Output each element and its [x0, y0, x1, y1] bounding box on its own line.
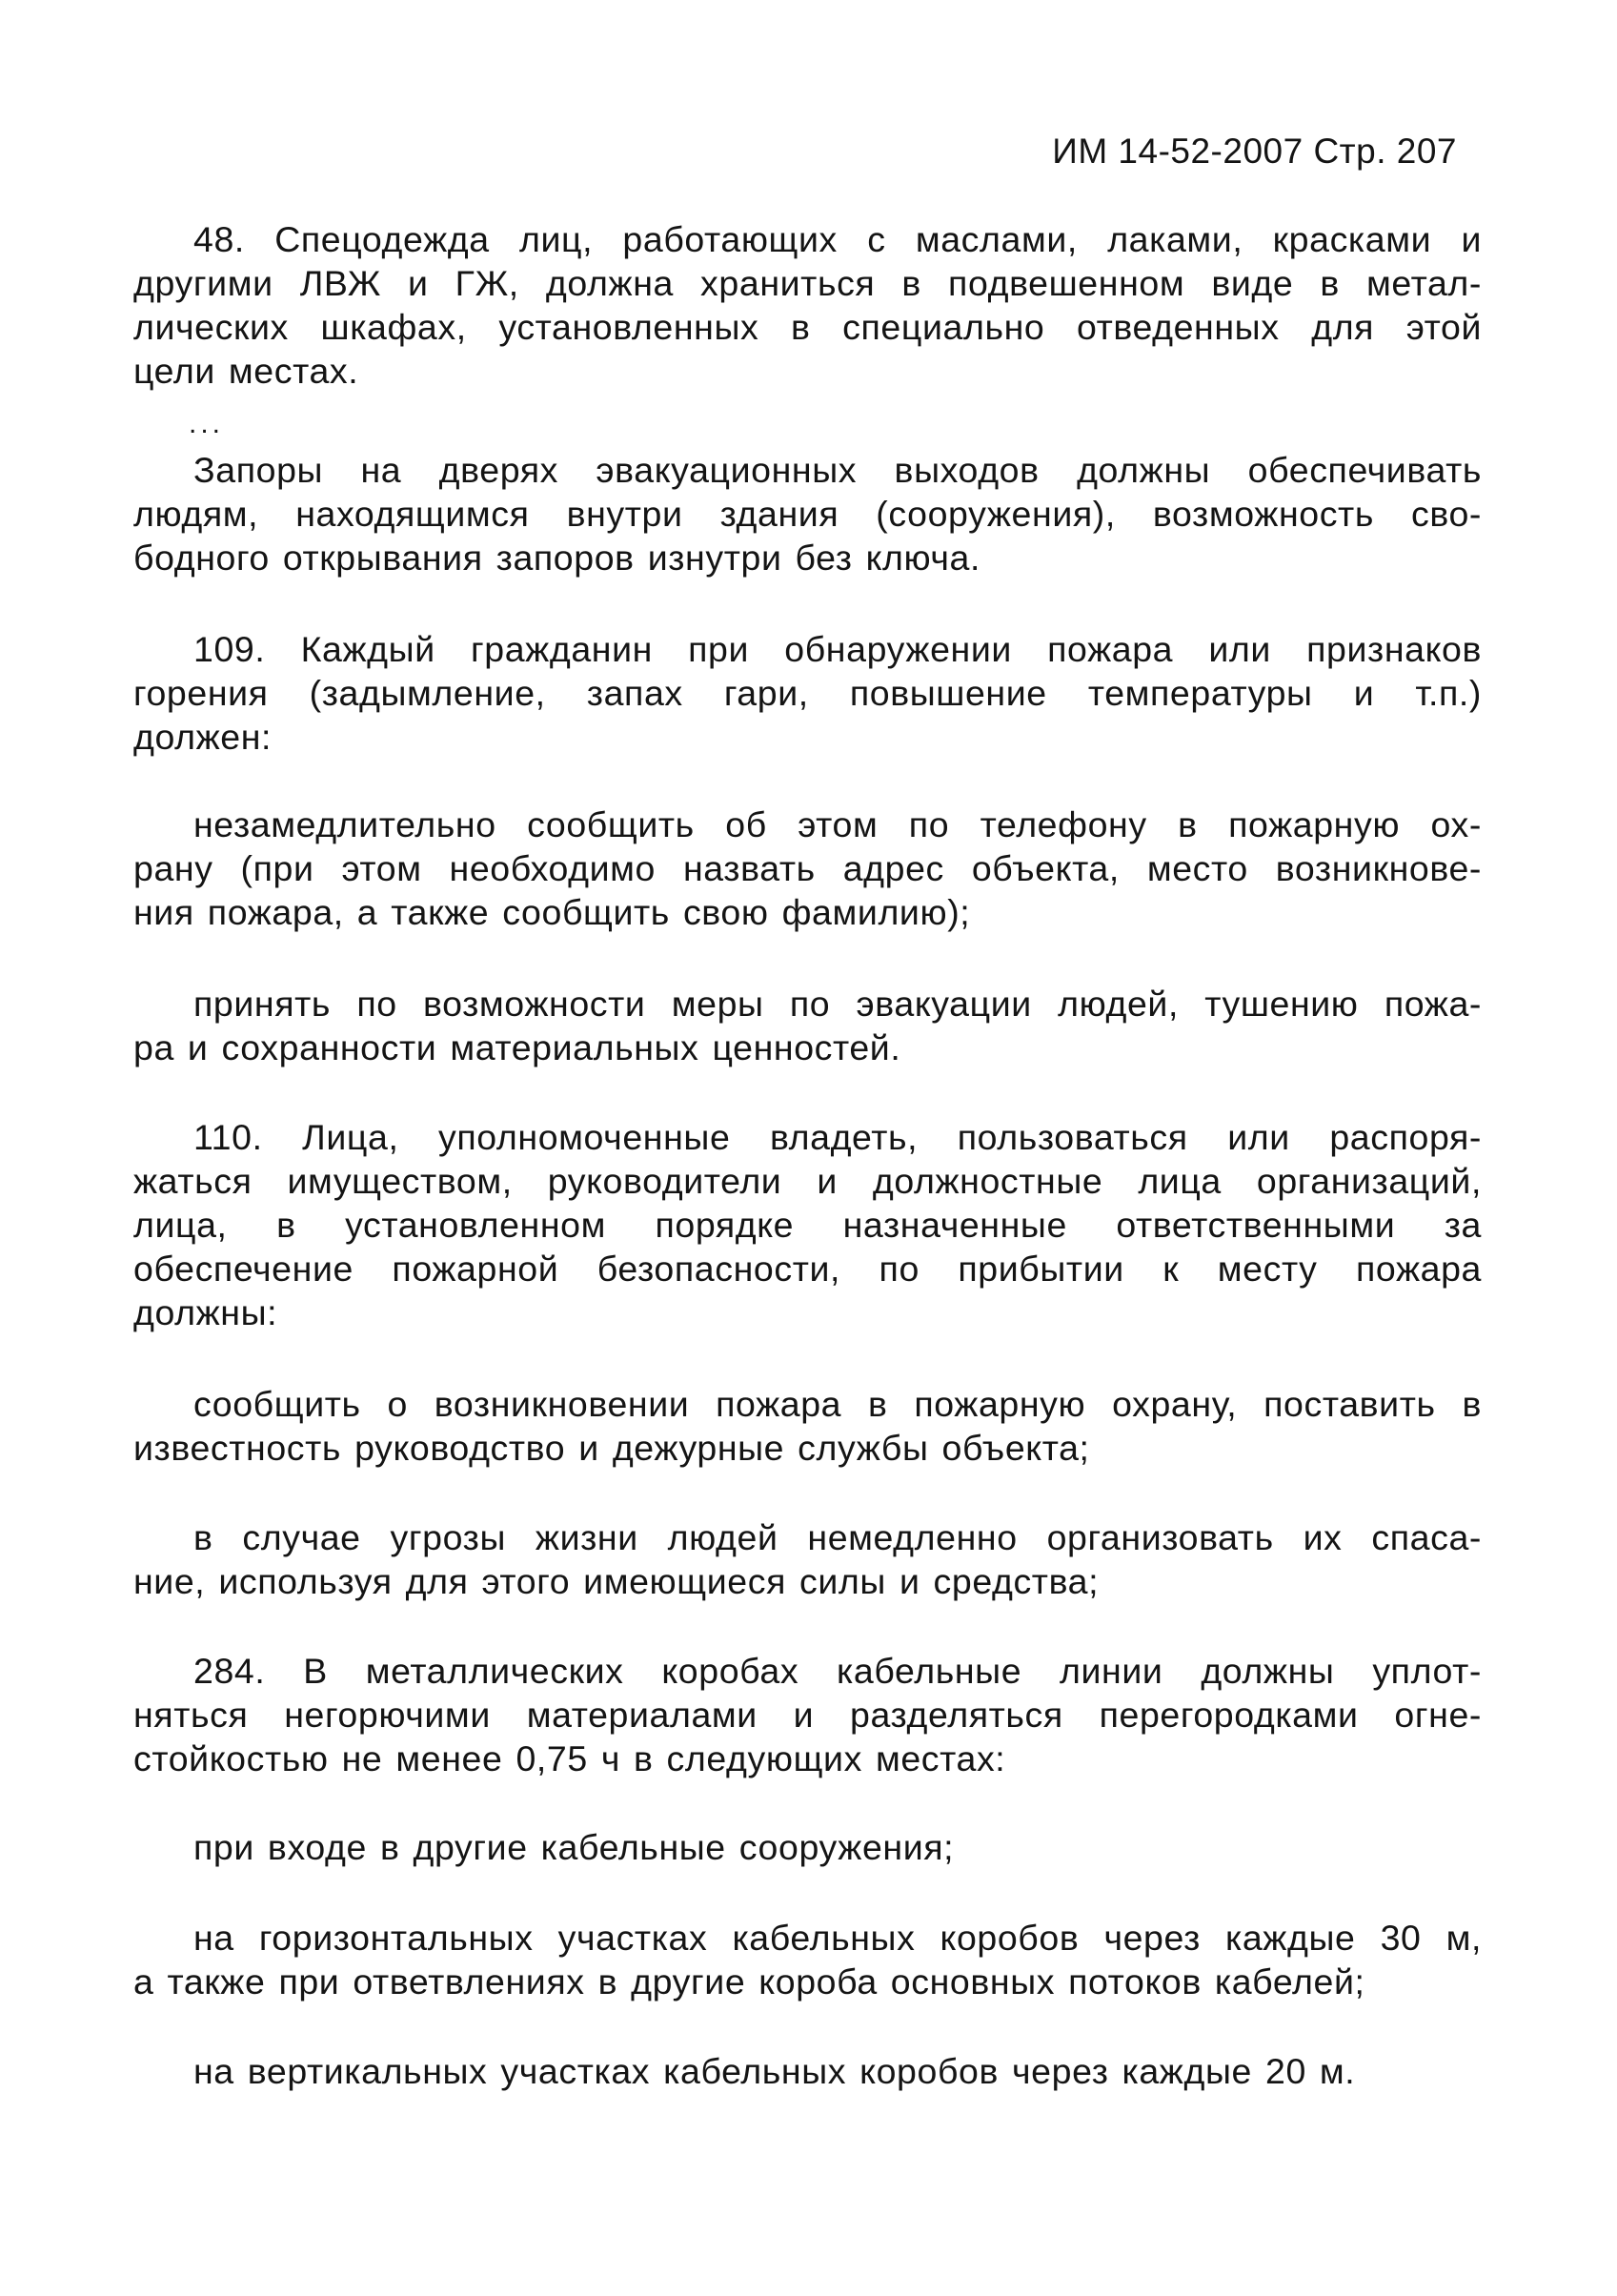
- text-line: принять по возможности меры по эвакуации людей, тушению пожа-: [193, 984, 1482, 1024]
- text-line: лица, в установленном порядке назначенные ответственными за: [133, 1205, 1482, 1245]
- text-line: при входе в другие кабельные сооружения;: [193, 1827, 955, 1867]
- text-line: в случае угрозы жизни людей немедленно организовать их спаса-: [193, 1517, 1482, 1557]
- paragraph-110-b: [133, 1515, 1482, 1603]
- text-line: 109. Каждый гражданин при обнаружении пожара или признаков: [193, 629, 1482, 669]
- text-line: ния пожара, а также сообщить свою фамилию);: [133, 892, 971, 932]
- text-line: бодного открывания запоров изнутри без ключа.: [133, 538, 981, 578]
- omission-ellipsis: ...: [189, 408, 225, 439]
- text-line: рану (при этом необходимо назвать адрес объекта, место возникнове-: [133, 848, 1482, 888]
- text-line: сообщить о возникновении пожара в пожарную охрану, поставить в: [193, 1384, 1482, 1424]
- text-line: а также при ответвлениях в другие короба основных потоков кабелей;: [133, 1961, 1365, 2001]
- text-line: горения (задымление, запах гари, повышение температуры и т.п.): [133, 673, 1482, 713]
- paragraph-109: [133, 627, 1482, 759]
- text-line: известность руководство и дежурные службы объекта;: [133, 1428, 1090, 1468]
- text-line: няться негорючими материалами и разделяться перегородками огне-: [133, 1695, 1482, 1735]
- text-line: 284. В металлических коробах кабельные линии должны уплот-: [193, 1651, 1482, 1691]
- page-header: ИМ 14-52-2007 Стр. 207: [1052, 132, 1457, 171]
- text-line: ние, используя для этого имеющиеся силы и средства;: [133, 1561, 1100, 1601]
- text-line: людям, находящимся внутри здания (сооружения), возможность сво-: [133, 494, 1482, 534]
- text-line: должны:: [133, 1292, 278, 1332]
- paragraph-284-a: [133, 1825, 1482, 1869]
- paragraph-284-c: [133, 2049, 1482, 2093]
- text-line: на вертикальных участках кабельных коробов через каждые 20 м.: [193, 2051, 1356, 2091]
- paragraph-48: [133, 217, 1482, 393]
- text-line: незамедлительно сообщить об этом по телефону в пожарную ох-: [193, 804, 1482, 844]
- paragraph-zapory: [133, 448, 1482, 579]
- paragraph-109-a: [133, 803, 1482, 934]
- paragraph-109-b: [133, 982, 1482, 1069]
- text-line: Запоры на дверях эвакуационных выходов должны обеспечивать: [193, 450, 1482, 490]
- paragraph-110: [133, 1115, 1482, 1334]
- text-line: 48. Спецодежда лиц, работающих с маслами, лаками, красками и: [193, 219, 1482, 259]
- text-line: ра и сохранности материальных ценностей.: [133, 1027, 901, 1067]
- paragraph-284-b: [133, 1916, 1482, 2003]
- text-line: на горизонтальных участках кабельных коробов через каждые 30 м,: [193, 1918, 1482, 1958]
- text-line: 110. Лица, уполномоченные владеть, пользоваться или распоря-: [193, 1117, 1482, 1157]
- text-line: обеспечение пожарной безопасности, по прибытии к месту пожара: [133, 1249, 1482, 1289]
- text-line: должен:: [133, 717, 273, 757]
- text-line: стойкостью не менее 0,75 ч в следующих местах:: [133, 1738, 1006, 1778]
- text-line: другими ЛВЖ и ГЖ, должна храниться в подвешенном виде в метал-: [133, 263, 1482, 303]
- paragraph-284: [133, 1649, 1482, 1780]
- text-line: цели местах.: [133, 351, 359, 391]
- text-line: лических шкафах, установленных в специально отведенных для этой: [133, 307, 1482, 347]
- paragraph-110-a: [133, 1382, 1482, 1470]
- text-line: жаться имуществом, руководители и должностные лица организаций,: [133, 1161, 1482, 1201]
